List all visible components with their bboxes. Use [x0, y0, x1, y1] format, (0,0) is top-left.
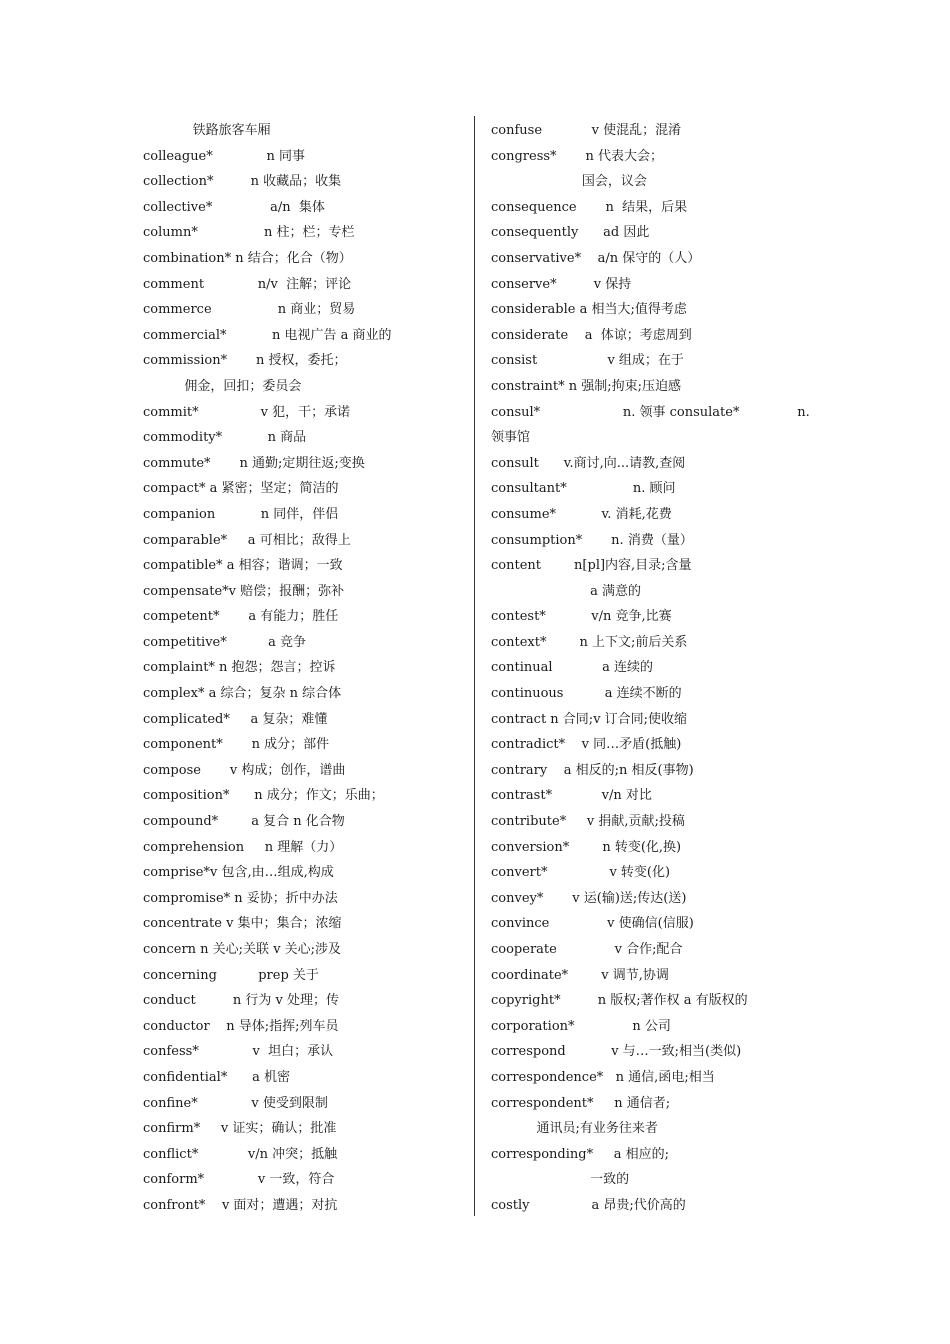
vocab-line: conduct n 行为 v 处理；传 — [143, 993, 339, 1009]
vocab-line: complex* a 综合；复杂 n 综合体 — [143, 686, 342, 702]
vocab-line: commission* n 授权，委托； — [143, 353, 347, 369]
vocab-line: conserve* v 保持 — [491, 276, 632, 292]
vocab-line: component* n 成分；部件 — [143, 737, 330, 753]
vocab-line: considerate a 体谅；考虑周到 — [491, 327, 692, 343]
vocab-line: consul* n. 领事 consulate* n. — [491, 404, 810, 420]
vocab-line: column* n 柱；栏；专栏 — [143, 225, 355, 241]
vocab-line: colleague* n 同事 — [143, 148, 305, 164]
vocab-line: compensate*v 赔偿；报酬；弥补 — [143, 583, 345, 599]
vocab-line: contrast* v/n 对比 — [491, 788, 652, 804]
vocab-line: contribute* v 捐献,贡献;投稿 — [491, 814, 685, 830]
vocab-line: confuse v 使混乱；混淆 — [491, 123, 682, 138]
vocab-line: cooperate v 合作;配合 — [491, 942, 683, 957]
vocab-line: concern n 关心;关联 v 关心;涉及 — [143, 942, 342, 957]
vocab-line: commodity* n 商品 — [143, 430, 307, 446]
vocab-line: coordinate* v 调节,协调 — [491, 967, 669, 983]
vocab-line: collective* a/n 集体 — [143, 199, 325, 215]
vocab-line: context* n 上下文;前后关系 — [491, 634, 688, 650]
vocab-line: 佣金，回扣；委员会 — [143, 378, 302, 394]
vocab-line: concentrate v 集中；集合；浓缩 — [143, 916, 342, 932]
vocab-line: 铁路旅客车厢 — [143, 123, 271, 138]
vocab-line: commute* n 通勤;定期往返;变换 — [143, 455, 365, 471]
vocab-line: collection* n 收藏品；收集 — [143, 174, 342, 190]
vocab-line: competent* a 有能力；胜任 — [143, 609, 339, 625]
vocab-line: considerable a 相当大;值得考虑 — [491, 302, 687, 318]
vocab-line: comprise*v 包含,由…组成,构成 — [143, 865, 334, 881]
vocab-line: complicated* a 复杂；难懂 — [143, 711, 328, 727]
vocab-line: commercial* n 电视广告 a 商业的 — [143, 327, 392, 343]
vocab-line: companion n 同伴，伴侣 — [143, 506, 339, 522]
vocab-line: consist v 组成；在于 — [491, 353, 684, 369]
vocab-line: correspond v 与…一致;相当(类似) — [491, 1044, 742, 1060]
vocab-line: compromise* n 妥协；折中办法 — [143, 890, 338, 906]
vocab-line: conservative* a/n 保守的（人） — [491, 250, 701, 266]
vocab-line: contrary a 相反的;n 相反(事物) — [491, 762, 694, 778]
vocab-line: contradict* v 同…矛盾(抵触) — [491, 737, 682, 753]
vocab-line: constraint* n 强制;拘束;压迫感 — [491, 378, 681, 394]
vocab-line: convert* v 转变(化) — [491, 865, 671, 881]
vocab-line: compose v 构成；创作，谱曲 — [143, 762, 346, 778]
vocab-line: contest* v/n 竞争,比赛 — [491, 609, 672, 625]
vocab-line: consumption* n. 消费（量） — [491, 532, 693, 548]
vocab-line: contract n 合同;v 订合同;使收缩 — [491, 711, 688, 727]
vocab-line: correspondence* n 通信,函电;相当 — [491, 1069, 715, 1085]
vocab-line: 通讯员;有业务往来者 — [491, 1121, 658, 1137]
vocab-line: continuous a 连续不断的 — [491, 686, 682, 702]
vocab-line: concerning prep 关于 — [143, 967, 319, 983]
right-column — [491, 118, 821, 1219]
vocab-line: 领事馆 — [491, 430, 531, 446]
vocab-line: confront* v 面对；遭遇；对抗 — [143, 1197, 338, 1213]
vocab-line: consequence n 结果，后果 — [491, 199, 688, 215]
vocab-line: compact* a 紧密；坚定；简洁的 — [143, 481, 339, 497]
vocab-line: consequently ad 因此 — [491, 225, 650, 241]
vocab-line: comment n/v 注解；评论 — [143, 276, 352, 292]
vocab-line: corporation* n 公司 — [491, 1018, 671, 1034]
vocab-line: commerce n 商业；贸易 — [143, 302, 356, 318]
vocab-line: comprehension n 理解（力） — [143, 839, 343, 855]
vocab-line: 一致的 — [491, 1172, 630, 1188]
column-divider — [474, 116, 475, 1216]
vocab-line: 国会，议会 — [491, 174, 647, 190]
vocab-line: corresponding* a 相应的; — [491, 1146, 670, 1162]
vocab-line: confidential* a 机密 — [143, 1069, 291, 1085]
vocab-line: congress* n 代表大会； — [491, 148, 663, 164]
vocab-line: comparable* a 可相比；敌得上 — [143, 532, 351, 548]
vocab-line: copyright* n 版权;著作权 a 有版权的 — [491, 993, 748, 1009]
vocab-line: compound* a 复合 n 化合物 — [143, 814, 345, 830]
vocab-line: conflict* v/n 冲突；抵触 — [143, 1146, 338, 1162]
vocab-line: costly a 昂贵;代价高的 — [491, 1197, 686, 1213]
vocab-line: continual a 连续的 — [491, 660, 653, 676]
vocab-line: combination* n 结合；化合（物） — [143, 250, 352, 266]
vocab-line: correspondent* n 通信者; — [491, 1095, 671, 1111]
vocab-line: commit* v 犯，干；承诺 — [143, 404, 351, 420]
vocab-line: confirm* v 证实；确认；批准 — [143, 1121, 337, 1137]
vocab-line: convey* v 运(输)送;传达(送) — [491, 890, 687, 906]
vocab-line: composition* n 成分；作文；乐曲； — [143, 788, 384, 804]
vocab-line: complaint* n 抱怨；怨言；控诉 — [143, 660, 336, 676]
vocab-line: convince v 使确信(信服) — [491, 916, 694, 932]
vocab-line: conversion* n 转变(化,换) — [491, 839, 682, 855]
vocab-line: a 满意的 — [491, 583, 642, 599]
left-column — [143, 118, 473, 1219]
vocab-line: content n[pl]内容,目录;含量 — [491, 558, 692, 574]
vocab-line: consult v.商讨,向...请教,查阅 — [491, 455, 686, 471]
vocab-line: conform* v 一致，符合 — [143, 1172, 335, 1188]
vocab-line: competitive* a 竞争 — [143, 634, 306, 650]
vocab-line: confess* v 坦白；承认 — [143, 1044, 334, 1060]
vocab-line: consume* v. 消耗,花费 — [491, 506, 672, 522]
vocab-line: compatible* a 相容；谐调；一致 — [143, 558, 343, 574]
vocab-line: consultant* n. 顾问 — [491, 481, 676, 497]
vocab-line: confine* v 使受到限制 — [143, 1095, 328, 1111]
vocab-line: conductor n 导体;指挥;列车员 — [143, 1018, 339, 1034]
